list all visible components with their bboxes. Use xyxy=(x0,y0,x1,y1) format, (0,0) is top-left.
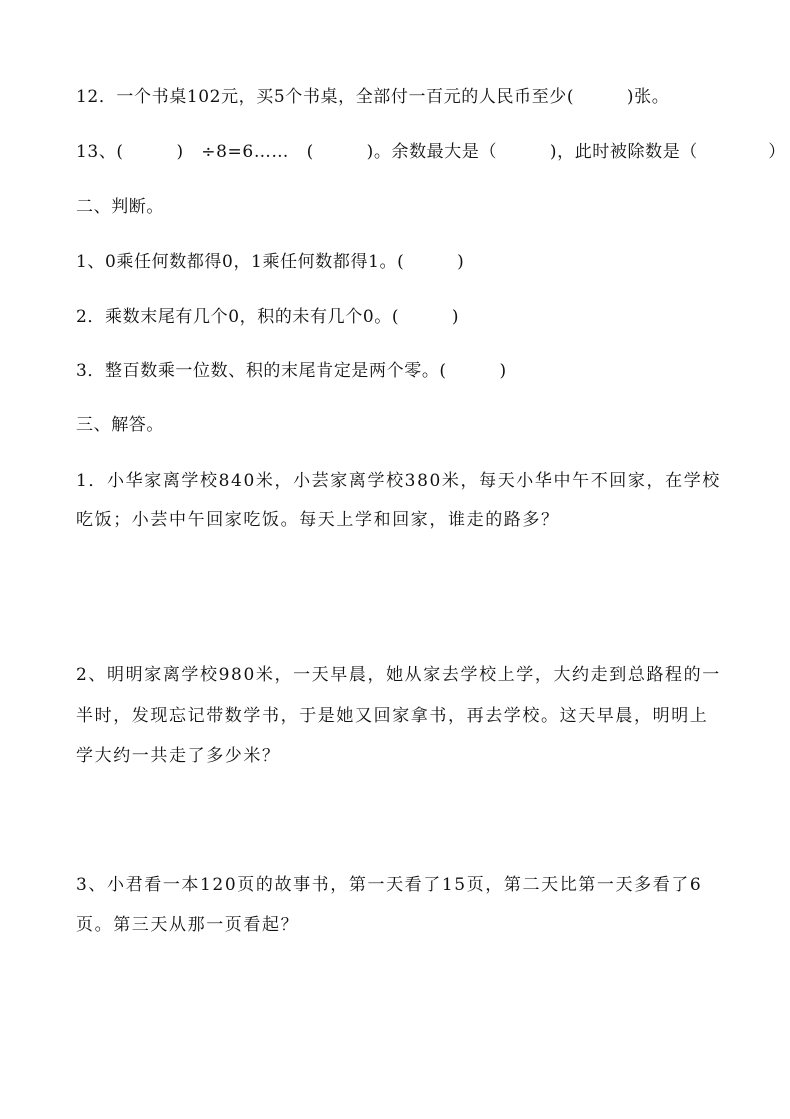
judge-question-1: 1、0乘任何数都得0，1乘任何数都得1。( ) xyxy=(76,252,465,272)
judge-question-3: 3．整百数乘一位数、积的末尾肯定是两个零。( ) xyxy=(76,361,507,381)
answer-question-2-line-3: 学大约一共走了多少米？ xyxy=(76,746,281,766)
answer-question-2-line-2: 半时，发现忘记带数学书，于是她又回家拿书，再去学校。这天早晨，明明上 xyxy=(76,706,709,726)
judge-question-2: 2．乘数末尾有几个0，积的未有几个0。( ) xyxy=(76,307,460,327)
answer-question-3-line-2: 页。第三天从那一页看起？ xyxy=(76,915,300,935)
answer-question-3-line-1: 3、小君看一本120页的故事书，第一天看了15页，第二天比第一天多看了6 xyxy=(76,875,703,895)
question-12: 12．一个书桌102元，买5个书桌，全部付一百元的人民币至少( )张。 xyxy=(76,87,670,107)
answer-question-1-line-1: 1．小华家离学校840米，小芸家离学校380米，每天小华中午不回家，在学校 xyxy=(76,471,721,491)
question-13: 13、( ) ÷8=6…… ( )。余数最大是（ )，此时被除数是（ ） xyxy=(76,142,786,162)
section-heading-answer: 三、解答。 xyxy=(76,415,164,435)
answer-question-2-line-1: 2、明明家离学校980米，一天早晨，她从家去学校上学，大约走到总路程的一 xyxy=(76,665,721,685)
section-heading-judge: 二、判断。 xyxy=(76,197,164,217)
answer-question-1-line-2: 吃饭；小芸中午回家吃饭。每天上学和回家，谁走的路多？ xyxy=(76,510,560,530)
